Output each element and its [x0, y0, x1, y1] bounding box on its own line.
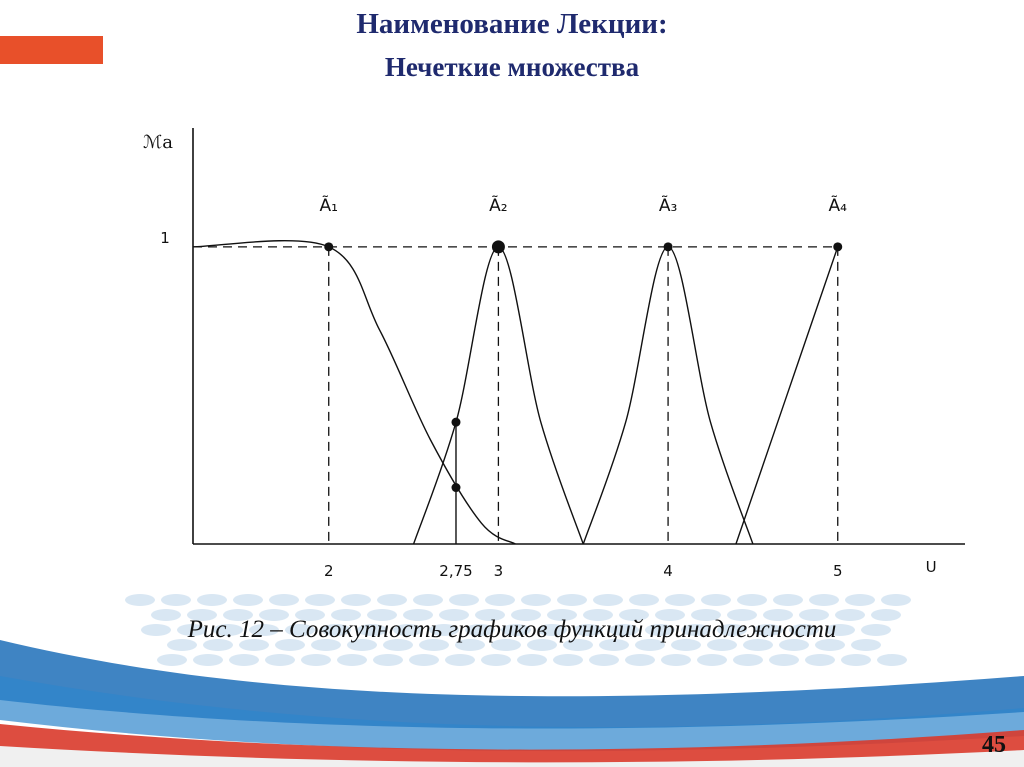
series-label-1: Ã₁ [319, 195, 338, 216]
series-curve-2 [414, 247, 584, 544]
x-axis-label: U [925, 558, 937, 576]
data-point-marker [324, 242, 333, 251]
figure-caption: Рис. 12 – Совокупность графиков функций принадлежности [187, 616, 837, 643]
series-curve-3 [583, 247, 753, 544]
data-point-marker [451, 418, 460, 427]
data-point-marker [664, 242, 673, 251]
series-label-2: Ã₂ [489, 195, 508, 216]
lecture-title: Наименование Лекции: [356, 8, 668, 40]
x-tick-label: 3 [493, 562, 504, 580]
y-tick-label: 1 [160, 228, 170, 247]
data-point-marker [492, 240, 505, 253]
x-tick-label: 5 [832, 562, 843, 580]
page-number: 45 [982, 732, 1006, 758]
lecture-subtitle: Нечеткие множества [384, 52, 640, 82]
series-label-3: Ã₃ [658, 195, 678, 216]
data-point-marker [451, 483, 460, 492]
x-tick-label: 2 [323, 562, 334, 580]
x-tick-label: 2,75 [439, 562, 473, 580]
data-point-marker [833, 242, 842, 251]
x-tick-label: 4 [663, 562, 673, 580]
y-axis-label: ℳa [143, 132, 173, 153]
series-curve-4 [736, 247, 838, 544]
series-curve-1 [193, 241, 515, 544]
series-label-4: Ã₄ [828, 195, 847, 216]
